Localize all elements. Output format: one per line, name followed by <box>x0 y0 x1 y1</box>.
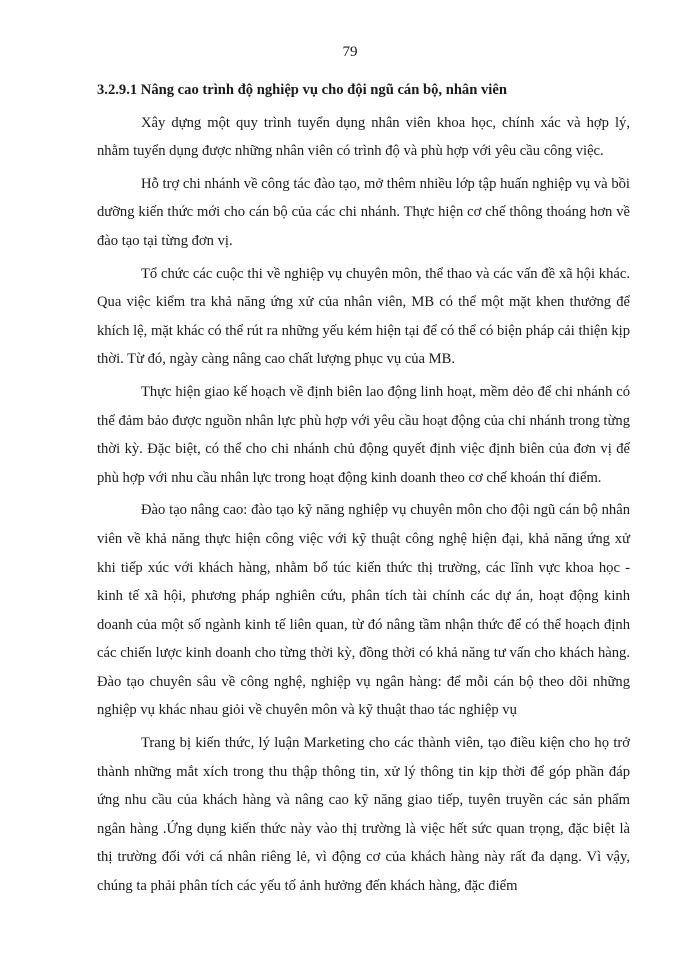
section-heading: 3.2.9.1 Nâng cao trình độ nghiệp vụ cho đội ngũ cán bộ, nhân viên <box>97 82 507 98</box>
paragraph-recruitment: Xây dựng một quy trình tuyển dụng nhân viên khoa học, chính xác và hợp lý, nhằm tuyển dụng được những nhân viên có trình độ và phù hợp với yêu cầu công việc. <box>97 114 630 160</box>
paragraph-staffing-plan: Thực hiện giao kế hoạch về định biên lao động linh hoạt, mềm dẻo để chi nhánh có thể đảm bảo được nguồn nhân lực phù hợp với yêu cầu hoạt động của chi nhánh trong từng thời kỳ. Đặc biệt, có thể cho chi nhánh chủ động quyết định việc định biên của đơn vị để phù hợp với nhu cầu nhân lực trong hoạt động kinh doanh theo cơ chế khoán thí điểm. <box>97 383 630 486</box>
paragraph-marketing-knowledge: Trang bị kiến thức, lý luận Marketing cho các thành viên, tạo điều kiện cho họ trở thành những mắt xích trong thu thập thông tin, xử lý thông tin kịp thời để góp phần đáp ứng nhu cầu của khách hàng và nâng cao kỹ năng giao tiếp, tuyên truyền các sản phẩm ngân hàng .Ứng dụng kiến thức này vào thị trường là việc hết sức quan trọng, đặc biệt là thị trường đối với cá nhân riêng lẻ, vì động cơ của khách hàng này rất đa dạng. Vì vậy, chúng ta phải phân tích các yếu tố ảnh hưởng đến khách hàng, đặc điểm <box>97 735 630 895</box>
page-number: 79 <box>342 44 358 60</box>
paragraph-branch-training-support: Hỗ trợ chi nhánh về công tác đào tạo, mở thêm nhiều lớp tập huấn nghiệp vụ và bồi dưỡng kiến thức mới cho cán bộ của các chi nhánh. Thực hiện cơ chế thông thoáng hơn về đào tạo tại từng đơn vị. <box>97 175 630 249</box>
document-body <box>97 76 630 905</box>
paragraph-advanced-training: Đào tạo nâng cao: đào tạo kỹ năng nghiệp vụ chuyên môn cho đội ngũ cán bộ nhân viên về khả năng thực hiện công việc với kỹ thuật công nghệ hiện đại, khả năng ứng xử khi tiếp xúc với khách hàng, nhằm bổ túc kiến thức thị trường, các lĩnh vực khoa học - kinh tế xã hội, phương pháp nghiên cứu, phân tích tài chính các dự án, hoạt động kinh doanh của một số ngành kinh tế liên quan, từ đó nâng tầm nhận thức để có thể hoạch định các chiến lược kinh doanh cho từng thời kỳ, đồng thời có khả năng tư vấn cho khách hàng. Đào tạo chuyên sâu về công nghệ, nghiệp vụ ngân hàng: để mỗi cán bộ theo dõi những nghiệp vụ khác nhau giỏi về chuyên môn và kỹ thuật thao tác nghiệp vụ <box>97 502 630 719</box>
paragraph-competitions: Tổ chức các cuộc thi về nghiệp vụ chuyên môn, thể thao và các vấn đề xã hội khác. Qua việc kiểm tra khả năng ứng xử của nhân viên, MB có thể một mặt khen thưởng để khích lệ, mặt khác có thể rút ra những yếu kém hiện tại để có thể có biện pháp cải thiện kịp thời. Từ đó, ngày càng nâng cao chất lượng phục vụ của MB. <box>97 265 630 368</box>
